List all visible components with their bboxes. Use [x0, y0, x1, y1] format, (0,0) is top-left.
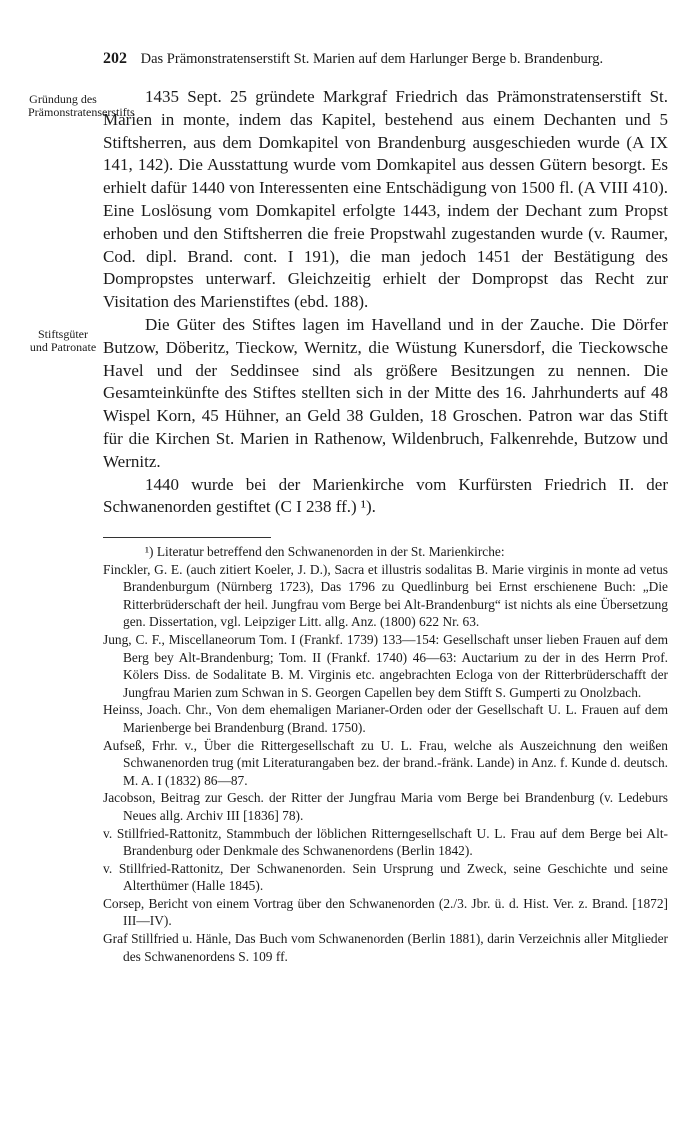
- footnote-entry: Aufseß, Frhr. v., Über die Rittergesellschaft zu U. L. Frau, welche als Auszeichnung den weißen Schwanenorden trug (mit Literaturangaben bez. der brand.-fränk. Lande) in Anz. f. Kunde d. deutsch. M. A. I (1832) 86—87.: [103, 737, 668, 788]
- paragraph-estates: Die Güter des Stiftes lagen im Havelland und in der Zauche. Die Dörfer Butzow, Döberitz, Tieckow, Wernitz, die Wüstung Kunersdorf, die Tieckowsche Havel und der Seddinsee sind als größere Besitzungen zu nennen. Die Gesamteinkünfte des Stiftes stellten sich in der Mitte des 16. Jahrhunderts auf 48 Wispel Korn, 45 Hühner, an Geld 38 Gulden, 18 Groschen. Patron war das Stift für die Kirchen St. Marien in Rathenow, Wildenbruch, Falkenrehde, Butzow und Wernitz.: [103, 314, 668, 471]
- footnotes: [103, 543, 668, 965]
- running-header: [103, 50, 673, 70]
- paragraph-founding: 1435 Sept. 25 gründete Markgraf Friedrich das Prämonstratenserstift St. Marien in monte, indem das Kapitel, bestehend aus einem Dechanten und 5 Stiftsherren, aus dem Domkapitel von Brandenburg ausgeschieden wurde (A IX 141, 142). Die Ausstattung wurde vom Domkapitel aus dessen Gütern besorgt. Es erhielt dafür 1440 von Interessenten eine Entschädigung von 1500 fl. (A VIII 410). Eine Loslösung vom Domkapitel erfolgte 1443, indem der Dechant zum Propst erhoben und den Stiftsherren die freie Propstwahl zugestanden wurde (v. Raumer, Cod. dipl. Brand. cont. I 191), die man jedoch 1451 der Bestätigung des Dompropstes unterwarf. Gleichzeitig erhielt der Dompropst das Recht zur Visitation des Marienstiftes (ebd. 188).: [103, 87, 668, 312]
- page-number: 202: [103, 50, 127, 67]
- footnote-entry: Heinss, Joach. Chr., Von dem ehemaligen Marianer-Orden oder der Gesellschaft U. L. Frauen auf dem Marienberge bei Brandenburg (Brand. 1750).: [103, 702, 668, 735]
- paragraph-swan-order: 1440 wurde bei der Marienkirche vom Kurfürsten Friedrich II. der Schwanenorden gestiftet (C I 238 ff.) ¹).: [103, 474, 668, 517]
- running-title: Das Prämonstratenserstift St. Marien auf dem Harlunger Berge b. Brandenburg.: [140, 51, 604, 67]
- footnote-entry: Jung, C. F., Miscellaneorum Tom. I (Frankf. 1739) 133—154: Gesellschaft unser lieben Frauen auf dem Berg bey Alt-Brandenburg; Tom. II (Frankf. 1740) 46—63: Auctarium zu der in des Herrn Prof. Kölers Diss. de Sodalitate B. M. Virginis etc. angebrachten Ecloga von der Ritterbrüderschafft der Jungfrau Marien zum Schwan in S. Georgen Capellen bey dem Stifft S. Gumperti zu Onolzbach.: [103, 631, 668, 700]
- footnote-entry: Finckler, G. E. (auch zitiert Koeler, J. D.), Sacra et illustris sodalitas B. Marie virginis in monte ad vetus Brandenburgum (Nürnberg 1723), Das 1796 zu Quedlinburg bei Ernst erschienene Buch: „Die Ritterbrüderschaft der heil. Jungfrau vom Berge bei Alt-Brandenburg“ ist nichts als eine Übersetzung gen. Dissertation, vgl. Leipziger Litt. allg. Anz. (1800) 622 Nr. 63.: [103, 561, 668, 630]
- margin-note-founding: Gründung des Prämonstratenserstifts: [28, 92, 135, 119]
- footnote-separator: [103, 537, 271, 538]
- footnote-entry: Graf Stillfried u. Hänle, Das Buch vom Schwanenorden (Berlin 1881), darin Verzeichnis aller Mitglieder des Schwanenordens S. 109 ff.: [103, 931, 668, 964]
- footnote-entry: v. Stillfried-Rattonitz, Stammbuch der löblichen Ritterngesellschaft U. L. Frau auf dem Berge bei Alt-Brandenburg oder Denkmale des Schwanenordens (Berlin 1842).: [103, 825, 668, 859]
- margin-note-estates: Stiftsgüter und Patronate: [29, 327, 97, 354]
- footnote-entry: v. Stillfried-Rattonitz, Der Schwanenorden. Sein Ursprung und Zweck, seine Geschichte und seine Alterthümer (Halle 1845).: [103, 860, 668, 894]
- footnote-entry: Jacobson, Beitrag zur Gesch. der Ritter der Jungfrau Maria vom Berge bei Brandenburg (v. Ledeburs Neues allg. Archiv III [1836] 78).: [103, 790, 668, 823]
- footnote-intro: ¹) Literatur betreffend den Schwanenorden in der St. Marienkirche:: [145, 544, 505, 559]
- main-text: [103, 86, 668, 519]
- footnote-entry: Corsep, Bericht von einem Vortrag über den Schwanenorden (2./3. Jbr. ü. d. Hist. Ver. z. Brand. [1872] III—IV).: [103, 895, 668, 929]
